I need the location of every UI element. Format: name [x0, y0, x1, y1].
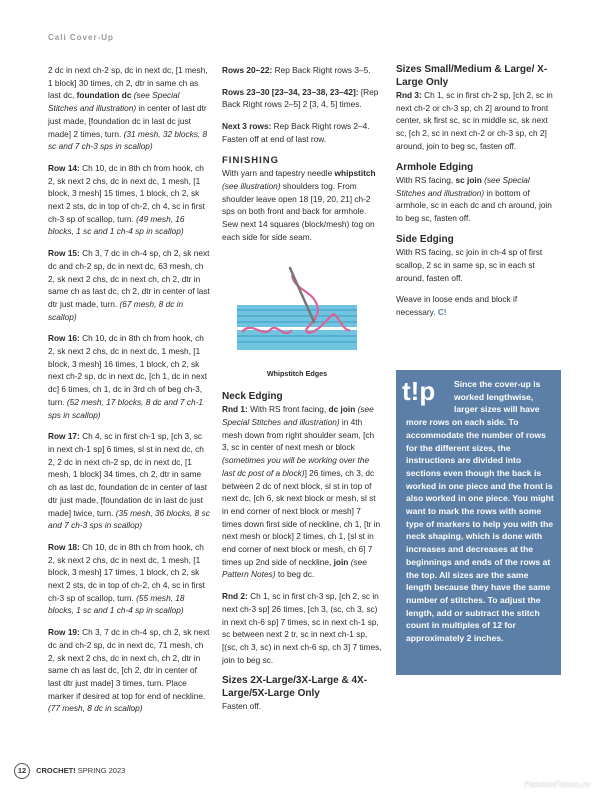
paragraph-row-13-end: 2 dc in next ch-2 sp, dc in next dc, [1 mesh, 1 block] 30 times, ch 2, dtr in same ch as last dc, foundation dc (see Special Stitches and illustration) in center of last dtr just made, [foundation dc in last dc just made] 2 times, turn. (31 mesh, 32 blocks, 8 sc and 7 ch-3 sps in scallop) [48, 65, 208, 152]
end-mark: C! [437, 307, 447, 318]
paragraph-rnd-3: Rnd 3: Ch 1, sc in first ch-2 sp, [ch 2, sc in next ch-2 or ch-3 sp, ch 2] around to front center, sk first sc, sc in middle sc, sk next sc, [ch 2, sc in next ch-2 or ch-3 sp, ch 2] around, join to beg sc, fasten off. [396, 90, 553, 151]
tip-logo: t!p [402, 376, 436, 406]
paragraph-next-3-rows: Next 3 rows: Rep Back Right rows 2–4. Fasten off at end of last row. [222, 121, 370, 144]
tip-text: Since the cover-up is worked lengthwise, larger sizes will have more rows on each side. To accommodate the number of rows for the different sizes, the instructions are divided into sections even though the back is worked in one piece and the front is also worked in one piece. You might want to mark the rows with some type of markers to help you with the neck shaping, which is done with increases and decreases at the beginnings and ends of the rows at the top. All sizes are the same length because they have the same number of stitches. To adjust the length, add or subtract the stitch count in multiples of 12 for approximately 2 inches. [406, 379, 554, 644]
column-3 [396, 64, 558, 328]
armhole-edging-heading: Armhole Edging [396, 161, 474, 173]
issue-name: SPRING 2023 [77, 766, 126, 775]
fabric-bottom [237, 330, 357, 350]
paragraph-row-18: Row 18: Ch 10, dc in 8th ch from hook, ch 2, sk next 2 chs, dc in next dc, 1 mesh, [1 block, 3 mesh] 17 times, 1 block, ch 2, sk next 2 sts, dc in top of ch-2, ch 4, sc in first ch-3 sp of scallop, turn. (55 mesh, 18 blocks, 1 sc and 1 ch-4 sp in scallop) [48, 541, 205, 616]
paragraph-armhole: With RS facing, sc join (see Special Stitches and illustration) in bottom of armhole, sc in each dc and ch around, join to beg sc, fasten off. [396, 175, 552, 224]
paragraph-row-14: Row 14: Ch 10, dc in 8th ch from hook, ch 2, sk next 2 chs, dc in next dc, 1 mesh, [1 block, 3 mesh] 15 times, 1 block, ch 2, sk next 2 sts, dc in top of ch-2, ch 4, sc in first ch-3 sp of scallop, turn. (49 mesh, 16 blocks, 1 sc and 1 ch-4 sp in scallop) [48, 162, 205, 237]
page-number: 12 [14, 763, 30, 779]
watermark: PassionForum.ru [524, 780, 590, 789]
paragraph-rnd-1: Rnd 1: With RS front facing, dc join (see Special Stitches and illustration) in 4th mesh down from right shoulder seam, [ch 3, sc in center of next mesh or block (sometimes you will be working over the last dc post of a block)] 26 times, ch 3, dc between 2 dc of next block, sl st in top of next dc, [ch 6, sk next block or mesh, sl st in end corner of next block or mesh] 7 times down first side of neckline, ch 1, [tr in next mesh or block] 2 times, ch 1, [sl st in end corner of next block or mesh, ch 6] 7 times up 2nd side of neckline, join (see Pattern Notes) to beg dc. [222, 404, 381, 580]
column-2 [222, 64, 382, 722]
figure-caption: Whipstitch Edges [266, 369, 328, 379]
page-footer [14, 763, 125, 779]
finishing-heading: FINISHING [222, 154, 280, 166]
paragraph-fasten-off: Fasten off. [222, 701, 262, 712]
paragraph-row-19: Row 19: Ch 3, 7 dc in ch-4 sp, ch 2, sk next dc and ch-2 sp, dc in next dc, 71 mesh, ch 2, sk next 2 chs, dc in next ch, ch 2, dtr in same ch as last dc, [ch 2, dtr in center of last dtr just made] 3 times, turn. Place marker if desired at top for end of neckline. (77 mesh, 8 dc in scallop) [48, 627, 210, 714]
fabric-top [237, 305, 357, 327]
tip-box [396, 370, 561, 675]
paragraph-row-16: Row 16: Ch 10, dc in 8th ch from hook, ch 2, sk next 2 chs, dc in next dc, 1 mesh, [1 block, 3 mesh] 16 times, 1 block, ch 2, sk next ch-2 sp, dc in next dc, [ch 1, dc in next dc] 6 times, ch 1, dc in 3rd ch of beg ch-3, turn. (52 mesh, 17 blocks, 8 dc and 7 ch-1 sps in scallop) [48, 333, 208, 420]
paragraph-rnd-2: Rnd 2: Ch 1, sc in first ch-3 sp, [ch 2, sc in next ch-3 sp] 26 times, [ch 3, (sc, ch 3, sc) in next ch-6 sp] 7 times, sc in next ch-1 sp, sc between next 2 tr, sc in next ch-1 sp, [(sc, ch 3, sc) in next ch-6 sp, ch 3] 7 times, join to beg sc. [222, 591, 382, 665]
sizes-2xl-heading: Sizes 2X-Large/3X-Large & 4X-Large/5X-Large Only [222, 675, 368, 699]
whipstitch-illustration [222, 260, 372, 360]
neck-edging-heading: Neck Edging [222, 390, 283, 402]
paragraph-finishing: With yarn and tapestry needle whipstitch (see illustration) shoulders tog. From shoulder leave open 18 [19, 20, 21] ch-2 sps on both front and back for armhole. Sew next 14 squares (block/mesh) tog on each side for side seam. [222, 168, 376, 242]
column-1 [48, 64, 210, 724]
paragraph-rows-23-30: Rows 23–30 [23–34, 23–38, 23–42]: [Rep Back Right rows 2–5] 2 [3, 4, 5] times. [222, 86, 379, 110]
running-header: Cali Cover-Up [48, 33, 114, 42]
paragraph-row-17: Row 17: Ch 4, sc in first ch-1 sp, [ch 3, sc in next ch-1 sp] 6 times, sl st in next dc, ch 2, 2 dc in next ch-2 sp, dc in next dc, [1 mesh, 1 block] 34 times, ch 2, dtr in same ch as last dc, foundation dc in center of last dtr just made, [foundation dc in last dc just made] twice, turn. (35 mesh, 36 blocks, 8 sc and 7 ch-3 sps in scallop) [48, 431, 210, 531]
paragraph-row-15: Row 15: Ch 3, 7 dc in ch-4 sp, ch 2, sk next dc and ch-2 sp, dc in next dc, 63 mesh, ch 2, sk next 2 chs, dc in next ch, ch 2, dtr in same ch as last dc, ch 2, dtr in center of last dtr just made, turn. (67 mesh, 8 dc in scallop) [48, 248, 210, 322]
side-edging-heading: Side Edging [396, 233, 454, 245]
paragraph-side-edging: With RS facing, sc join in ch-4 sp of first scallop, 2 sc in same sp, sc in each st around, fasten off. [396, 247, 543, 283]
sizes-small-heading: Sizes Small/Medium & Large/ X-Large Only [396, 64, 548, 88]
paragraph-rows-20-22: Rows 20–22: Rep Back Right rows 3–5. [222, 65, 371, 75]
paragraph-weave-in: Weave in loose ends and block if necessary. C! [396, 294, 518, 318]
magazine-name: CROCHET! [36, 766, 76, 775]
